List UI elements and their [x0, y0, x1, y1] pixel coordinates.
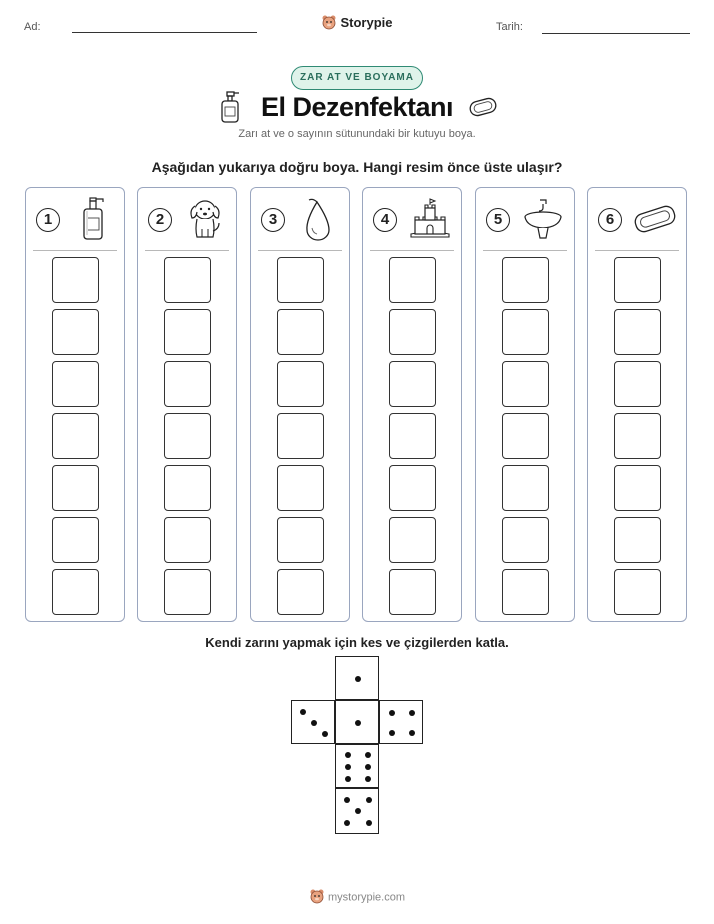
dice-face-3 — [291, 700, 335, 744]
color-box[interactable] — [614, 309, 661, 355]
color-box[interactable] — [389, 517, 436, 563]
color-box[interactable] — [389, 465, 436, 511]
dice-pip — [355, 676, 361, 682]
column-number: 3 — [261, 208, 285, 232]
column-4 — [362, 187, 462, 622]
name-label: Ad: — [24, 21, 41, 33]
dice-face-4 — [379, 700, 423, 744]
column-6 — [587, 187, 687, 622]
dice-pip — [366, 820, 372, 826]
column-divider — [595, 250, 679, 251]
sandcastle-icon — [405, 196, 455, 242]
bear-icon — [309, 888, 325, 907]
dice-pip — [355, 720, 361, 726]
soap-bar-icon — [630, 196, 680, 242]
color-box[interactable] — [502, 569, 549, 615]
column-number: 2 — [148, 208, 172, 232]
column-3 — [250, 187, 350, 622]
dice-pip — [355, 808, 361, 814]
dice-pip — [311, 720, 317, 726]
activity-badge: ZAR AT VE BOYAMA — [291, 66, 423, 90]
color-box[interactable] — [52, 361, 99, 407]
color-box[interactable] — [52, 517, 99, 563]
page-title: El Dezenfektanı — [260, 92, 454, 122]
color-box[interactable] — [389, 309, 436, 355]
brand-logo — [0, 14, 714, 33]
hand-sanitizer-pump-icon — [68, 196, 118, 242]
color-box[interactable] — [502, 309, 549, 355]
color-box[interactable] — [52, 309, 99, 355]
footer — [0, 888, 714, 907]
column-divider — [145, 250, 229, 251]
color-box[interactable] — [277, 257, 324, 303]
column-number: 1 — [36, 208, 60, 232]
column-divider — [33, 250, 117, 251]
color-box[interactable] — [614, 413, 661, 459]
date-label: Tarih: — [496, 21, 523, 33]
dice-pip — [409, 730, 415, 736]
color-box[interactable] — [164, 413, 211, 459]
column-divider — [370, 250, 454, 251]
column-divider — [483, 250, 567, 251]
bear-icon — [321, 14, 337, 33]
dice-pip — [365, 764, 371, 770]
color-box[interactable] — [389, 569, 436, 615]
color-box[interactable] — [502, 413, 549, 459]
color-box[interactable] — [389, 413, 436, 459]
cut-instruction: Kendi zarını yapmak için kes ve çizgilerden katla. — [205, 635, 509, 650]
column-number: 6 — [598, 208, 622, 232]
color-box[interactable] — [502, 257, 549, 303]
color-box[interactable] — [614, 361, 661, 407]
color-box[interactable] — [52, 465, 99, 511]
color-box[interactable] — [614, 465, 661, 511]
color-box[interactable] — [277, 413, 324, 459]
water-drop-icon — [293, 196, 343, 242]
dice-pip — [322, 731, 328, 737]
color-box[interactable] — [389, 257, 436, 303]
dice-pip — [365, 752, 371, 758]
color-box[interactable] — [164, 361, 211, 407]
color-box[interactable] — [277, 517, 324, 563]
dice-pip — [365, 776, 371, 782]
color-box[interactable] — [164, 465, 211, 511]
dice-pip — [345, 764, 351, 770]
color-box[interactable] — [277, 569, 324, 615]
color-box[interactable] — [164, 309, 211, 355]
footer-url[interactable]: mystorypie.com — [327, 891, 406, 904]
sink-icon — [518, 196, 568, 242]
dice-pip — [344, 797, 350, 803]
soap-icon — [467, 94, 499, 125]
dice-face-1-center — [335, 700, 379, 744]
color-box[interactable] — [52, 413, 99, 459]
puppy-icon — [180, 196, 230, 242]
color-box[interactable] — [277, 309, 324, 355]
color-box[interactable] — [52, 257, 99, 303]
color-box[interactable] — [277, 361, 324, 407]
dice-pip — [389, 710, 395, 716]
color-box[interactable] — [164, 569, 211, 615]
color-box[interactable] — [164, 517, 211, 563]
brand-name: Storypie — [340, 14, 393, 30]
dice-pip — [345, 776, 351, 782]
dice-pip — [345, 752, 351, 758]
column-number: 4 — [373, 208, 397, 232]
dice-pip — [366, 797, 372, 803]
color-box[interactable] — [502, 517, 549, 563]
dice-pip — [344, 820, 350, 826]
column-number: 5 — [486, 208, 510, 232]
color-box[interactable] — [164, 257, 211, 303]
page-subtitle: Zarı at ve o sayının sütunundaki bir kutuyu boya. — [238, 128, 476, 140]
instruction-text: Aşağıdan yukarıya doğru boya. Hangi resim önce üste ulaşır? — [151, 159, 563, 175]
dice-pip — [389, 730, 395, 736]
dice-face-5 — [335, 788, 379, 834]
column-2 — [137, 187, 237, 622]
color-box[interactable] — [502, 465, 549, 511]
date-line[interactable] — [542, 33, 690, 34]
color-box[interactable] — [52, 569, 99, 615]
color-box[interactable] — [277, 465, 324, 511]
color-box[interactable] — [389, 361, 436, 407]
color-box[interactable] — [502, 361, 549, 407]
color-box[interactable] — [614, 569, 661, 615]
dice-face-1 — [335, 656, 379, 700]
column-1 — [25, 187, 125, 622]
column-divider — [258, 250, 342, 251]
dice-face-6 — [335, 744, 379, 788]
column-5 — [475, 187, 575, 622]
dice-pip — [300, 709, 306, 715]
color-box[interactable] — [614, 257, 661, 303]
dice-pip — [409, 710, 415, 716]
color-box[interactable] — [614, 517, 661, 563]
